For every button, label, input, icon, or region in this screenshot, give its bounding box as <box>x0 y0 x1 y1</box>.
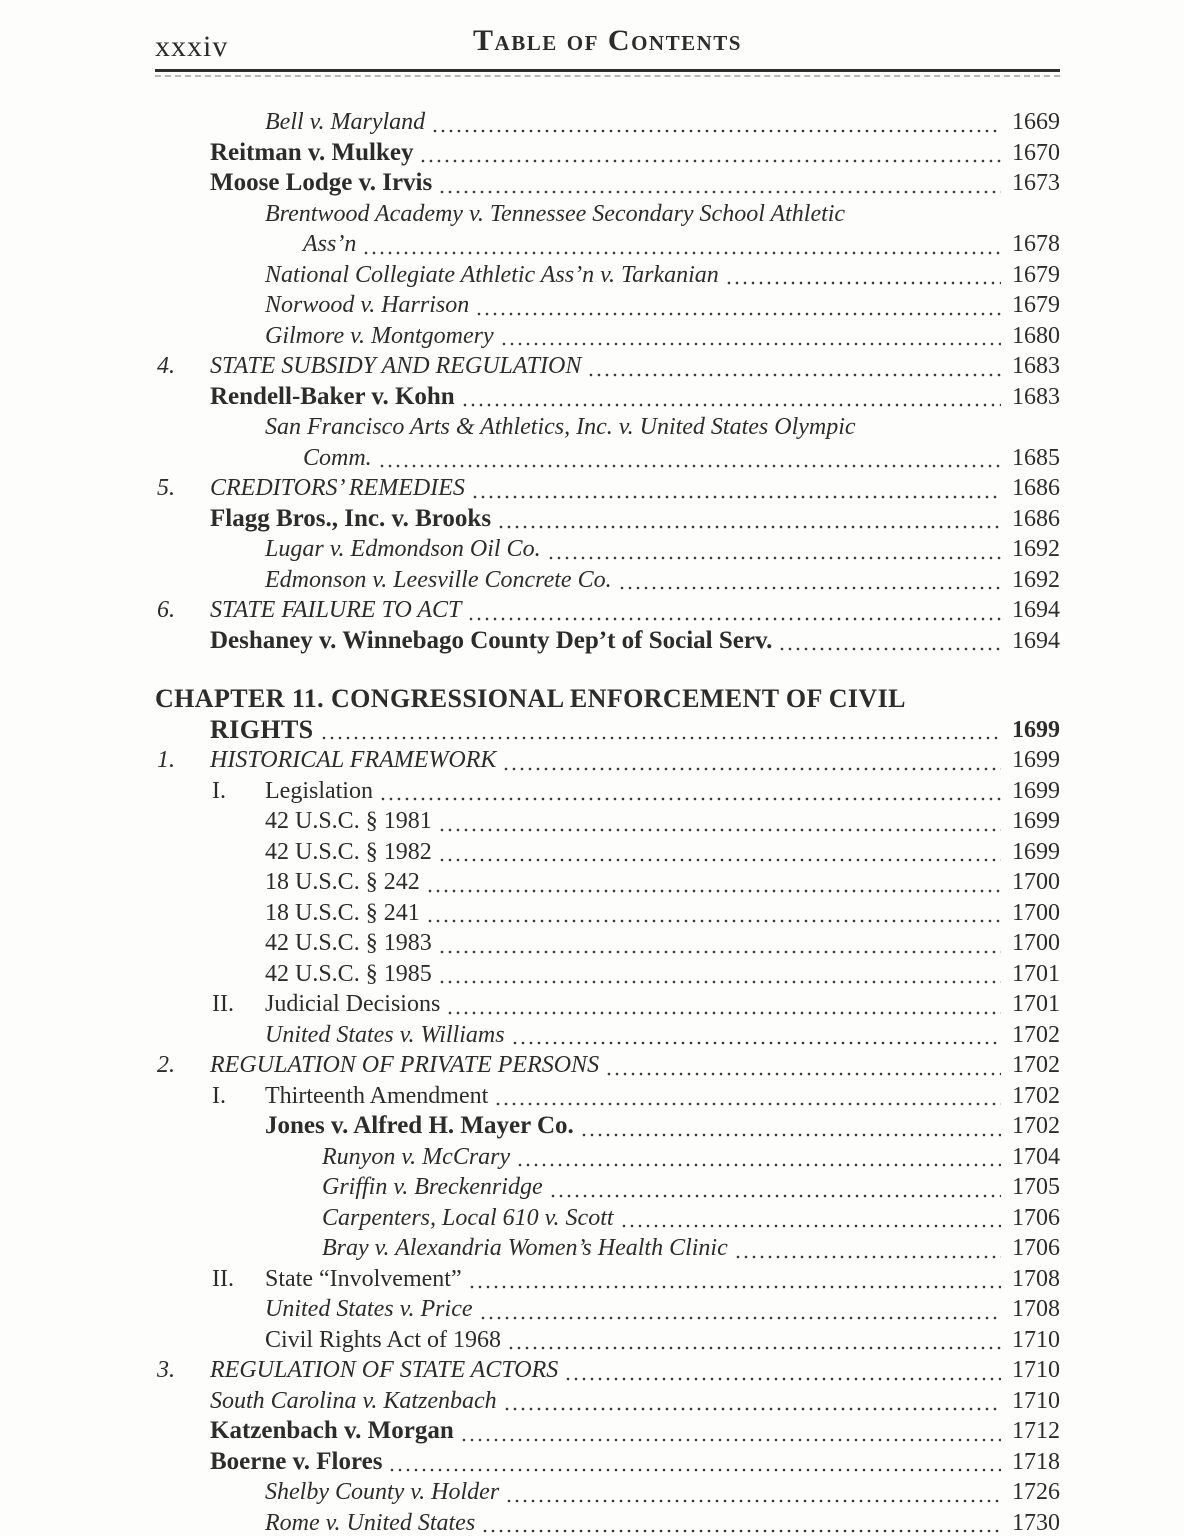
toc-entry <box>155 928 1060 959</box>
toc-entry <box>155 534 1060 565</box>
toc-entry-page: 1694 <box>1012 597 1060 623</box>
toc-entry-page: 1710 <box>1012 1326 1060 1353</box>
toc-entry-number: 4. <box>157 353 175 379</box>
header-rule-scan-artifact <box>155 75 1060 77</box>
toc-entry-page: 1706 <box>1012 1235 1060 1261</box>
toc-entry <box>155 290 1060 321</box>
toc-entry <box>155 1508 1060 1536</box>
dot-leader <box>778 626 1001 657</box>
toc-entry <box>155 1111 1060 1142</box>
toc-entry-number: 3. <box>157 1357 175 1383</box>
toc-entry-page: 1702 <box>1012 1052 1060 1078</box>
toc-entry-page: 1673 <box>1012 170 1060 196</box>
dot-leader <box>388 1447 1001 1478</box>
toc-entry-title: San Francisco Arts & Athletics, Inc. v. United States Olympic <box>265 414 856 440</box>
toc-entry-page: 1699 <box>1012 838 1060 865</box>
toc-entry <box>155 260 1060 291</box>
toc-entry-title: Legislation <box>265 777 373 804</box>
toc-entry <box>155 776 1060 807</box>
toc-entry <box>155 595 1060 626</box>
toc-entry <box>155 229 1060 260</box>
dot-leader <box>549 1172 1001 1203</box>
dot-leader <box>460 1416 1001 1447</box>
toc-entry-title: CREDITORS’ REMEDIES <box>210 475 465 501</box>
toc-entry-page: 1710 <box>1012 1387 1060 1414</box>
dot-leader <box>438 168 1001 199</box>
toc-entry <box>155 199 1060 230</box>
folio-page-number: xxxiv <box>155 30 229 63</box>
toc-entry <box>155 1233 1060 1264</box>
toc-entry-page: 1692 <box>1012 566 1060 593</box>
toc-entry-page: 1702 <box>1012 1082 1060 1109</box>
toc-entry-title: REGULATION OF STATE ACTORS <box>210 1357 559 1383</box>
toc-entry-title: National Collegiate Athletic Ass’n v. Tarkanian <box>265 261 719 288</box>
toc-entry-page: 1686 <box>1012 505 1060 532</box>
toc-entry <box>155 382 1060 413</box>
toc-entry-page: 1702 <box>1012 1021 1060 1048</box>
dot-leader <box>446 989 1001 1020</box>
toc-entry-page: 1701 <box>1012 991 1060 1017</box>
toc-entry-title: Reitman v. Mulkey <box>210 138 414 166</box>
toc-entry <box>155 473 1060 504</box>
toc-entry-number: II. <box>212 1265 234 1292</box>
dot-leader <box>467 595 1001 626</box>
toc-entry <box>155 715 1060 746</box>
toc-entry-title: 42 U.S.C. § 1981 <box>265 808 432 834</box>
toc-entry-title: Jones v. Alfred H. Mayer Co. <box>265 1112 574 1139</box>
toc-entry <box>155 898 1060 929</box>
toc-entry <box>155 412 1060 443</box>
toc-entry-title: United States v. Williams <box>265 1021 505 1048</box>
page-title: Table of Contents <box>473 24 742 57</box>
dot-leader <box>426 898 1001 929</box>
dot-leader <box>379 776 1001 807</box>
toc-entry-page: 1679 <box>1012 292 1060 318</box>
toc-entry <box>155 1294 1060 1325</box>
toc-entry-title: 18 U.S.C. § 241 <box>265 899 420 926</box>
toc-entry-page: 1718 <box>1012 1448 1060 1475</box>
toc-entry-title: CHAPTER 11. CONGRESSIONAL ENFORCEMENT OF CIVIL <box>155 684 906 713</box>
toc-entry-title: Rome v. United States <box>265 1509 476 1536</box>
dot-leader <box>426 867 1001 898</box>
toc-entry-page: 1685 <box>1012 444 1060 471</box>
toc-entry <box>155 351 1060 382</box>
dot-leader <box>502 745 1001 776</box>
toc-entry-page: 1700 <box>1012 869 1060 895</box>
toc-entry-page: 1692 <box>1012 536 1060 562</box>
dot-leader <box>438 959 1001 990</box>
running-head <box>155 24 1060 64</box>
toc-entry <box>155 138 1060 169</box>
toc-entry-title: Runyon v. McCrary <box>322 1143 511 1170</box>
toc-entry <box>155 684 1060 715</box>
toc-entry <box>155 504 1060 535</box>
dot-leader <box>511 1020 1001 1051</box>
dot-leader <box>419 138 1001 169</box>
dot-leader <box>438 928 1001 959</box>
dot-leader <box>479 1294 1002 1325</box>
toc-entry-title: 42 U.S.C. § 1982 <box>265 838 432 865</box>
toc-entry-page: 1702 <box>1012 1113 1060 1139</box>
toc-entry-title: HISTORICAL FRAMEWORK <box>210 747 497 773</box>
toc-entry-title: Lugar v. Edmondson Oil Co. <box>265 536 541 562</box>
toc-entry-page: 1699 <box>1012 777 1060 804</box>
toc-entry <box>155 1325 1060 1356</box>
toc-entry-page: 1706 <box>1012 1204 1060 1231</box>
toc-entry <box>155 107 1060 138</box>
dot-leader <box>378 443 1001 474</box>
toc-entry-page: 1683 <box>1012 383 1060 410</box>
toc-entry-title: Rendell-Baker v. Kohn <box>210 382 455 410</box>
toc-entry-title: Edmonson v. Leesville Concrete Co. <box>265 566 612 593</box>
toc-entry-title: REGULATION OF PRIVATE PERSONS <box>210 1052 600 1078</box>
toc-entry <box>155 168 1060 199</box>
toc-entry-title: Flagg Bros., Inc. v. Brooks <box>210 504 492 532</box>
toc-entry <box>155 1386 1060 1417</box>
toc-entry <box>155 1264 1060 1295</box>
toc-entry-title: United States v. Price <box>265 1296 473 1322</box>
toc-entry <box>155 1203 1060 1234</box>
toc-entry-title: Carpenters, Local 610 v. Scott <box>322 1204 614 1231</box>
dot-leader <box>497 504 1001 535</box>
toc-entry <box>155 959 1060 990</box>
toc-entry <box>155 1447 1060 1478</box>
toc-entry <box>155 1416 1060 1447</box>
toc-entry-page: 1694 <box>1012 627 1060 654</box>
dot-leader <box>500 321 1001 352</box>
dot-leader <box>362 229 1001 260</box>
toc-entry-page: 1712 <box>1012 1418 1060 1444</box>
toc-entry-page: 1705 <box>1012 1174 1060 1200</box>
toc-entry-page: 1700 <box>1012 899 1060 926</box>
toc-entry-page: 1683 <box>1012 353 1060 379</box>
dot-leader <box>725 260 1001 291</box>
toc-entry-title: 42 U.S.C. § 1983 <box>265 930 432 956</box>
dot-leader <box>503 1386 1001 1417</box>
dot-leader <box>461 382 1001 413</box>
toc-entry-page: 1700 <box>1012 930 1060 956</box>
toc-entry-title: Gilmore v. Montgomery <box>265 322 494 349</box>
toc-entry <box>155 1172 1060 1203</box>
toc-entry <box>155 626 1060 657</box>
dot-leader <box>564 1355 1001 1386</box>
toc-entry <box>155 867 1060 898</box>
toc-entry-title: Brentwood Academy v. Tennessee Secondary School Athletic <box>265 200 846 227</box>
toc-entry <box>155 1477 1060 1508</box>
toc-entry <box>155 1355 1060 1386</box>
toc-entry-title: 18 U.S.C. § 242 <box>265 869 420 895</box>
toc-entry-page: 1699 <box>1012 747 1060 773</box>
toc-entry-page: 1678 <box>1012 231 1060 257</box>
dot-leader <box>618 565 1001 596</box>
toc-entry-page: 1679 <box>1012 261 1060 288</box>
header-rule <box>155 69 1060 72</box>
toc-entry-number: 1. <box>157 747 175 773</box>
dot-leader <box>580 1111 1001 1142</box>
toc-entry-title: South Carolina v. Katzenbach <box>210 1387 497 1414</box>
toc-entry-title: State “Involvement” <box>265 1265 462 1292</box>
toc-entry-title: Ass’n <box>303 231 357 257</box>
toc-entry-page: 1699 <box>1012 808 1060 834</box>
toc-entry-number: 6. <box>157 597 175 623</box>
toc-entry-number: 5. <box>157 475 175 501</box>
dot-leader <box>481 1508 1001 1536</box>
toc-entry-title: Bell v. Maryland <box>265 109 426 135</box>
dot-leader <box>475 290 1001 321</box>
toc-entry <box>155 745 1060 776</box>
dot-leader <box>438 837 1001 868</box>
toc-entry-title: Katzenbach v. Morgan <box>210 1417 454 1444</box>
toc-entry-number: I. <box>212 1082 226 1109</box>
toc-entry-page: 1704 <box>1012 1143 1060 1170</box>
toc-entry-page: 1708 <box>1012 1296 1060 1322</box>
toc-entry-title: Norwood v. Harrison <box>265 292 470 318</box>
dot-leader <box>438 806 1001 837</box>
toc-entry-number: I. <box>212 777 226 804</box>
toc-entry-title: Comm. <box>303 444 372 471</box>
toc-entry <box>155 1081 1060 1112</box>
toc-entry <box>155 1050 1060 1081</box>
toc-entry-page: 1686 <box>1012 475 1060 501</box>
toc-entry-title: Shelby County v. Holder <box>265 1479 500 1505</box>
toc-entry-title: Boerne v. Flores <box>210 1447 383 1475</box>
toc-entry-page: 1710 <box>1012 1357 1060 1383</box>
dot-leader <box>431 107 1001 138</box>
toc-entry <box>155 565 1060 596</box>
toc-entry-title: STATE SUBSIDY AND REGULATION <box>210 353 582 379</box>
page-content <box>155 24 1060 1536</box>
toc-entry-page: 1680 <box>1012 322 1060 349</box>
toc-entry-title: Thirteenth Amendment <box>265 1082 489 1109</box>
toc-entry <box>155 989 1060 1020</box>
dot-leader <box>471 473 1001 504</box>
dot-leader <box>605 1050 1001 1081</box>
table-of-contents-list <box>155 107 1060 1536</box>
toc-entry <box>155 1020 1060 1051</box>
dot-leader <box>468 1264 1001 1295</box>
toc-entry-page: 1730 <box>1012 1509 1060 1536</box>
dot-leader <box>507 1325 1001 1356</box>
toc-entry-title: STATE FAILURE TO ACT <box>210 597 462 623</box>
toc-entry-title: Moose Lodge v. Irvis <box>210 169 433 196</box>
toc-entry-title: Deshaney v. Winnebago County Dep’t of Social Serv. <box>210 626 773 654</box>
toc-entry-title: 42 U.S.C. § 1985 <box>265 960 432 987</box>
dot-leader <box>516 1142 1001 1173</box>
toc-entry-page: 1708 <box>1012 1265 1060 1292</box>
toc-entry-page: 1699 <box>1012 716 1060 743</box>
toc-entry <box>155 321 1060 352</box>
toc-entry <box>155 837 1060 868</box>
dot-leader <box>547 534 1001 565</box>
dot-leader <box>587 351 1001 382</box>
toc-entry-number: II. <box>212 991 234 1017</box>
dot-leader <box>620 1203 1001 1234</box>
toc-entry-page: 1726 <box>1012 1479 1060 1505</box>
toc-entry-page: 1701 <box>1012 960 1060 987</box>
toc-entry-title: Griffin v. Breckenridge <box>322 1174 543 1200</box>
toc-entry-title: RIGHTS <box>210 714 314 744</box>
toc-entry <box>155 806 1060 837</box>
dot-leader <box>734 1233 1001 1264</box>
toc-entry-title: Civil Rights Act of 1968 <box>265 1326 502 1353</box>
toc-entry-title: Bray v. Alexandria Women’s Health Clinic <box>322 1235 728 1261</box>
dot-leader <box>505 1477 1001 1508</box>
toc-entry-page: 1670 <box>1012 139 1060 166</box>
dot-leader <box>320 715 1001 746</box>
toc-entry-number: 2. <box>157 1052 175 1078</box>
dot-leader <box>494 1081 1001 1112</box>
toc-entry-title: Judicial Decisions <box>265 991 441 1017</box>
toc-entry-page: 1669 <box>1012 109 1060 135</box>
toc-entry <box>155 1142 1060 1173</box>
toc-entry <box>155 443 1060 474</box>
